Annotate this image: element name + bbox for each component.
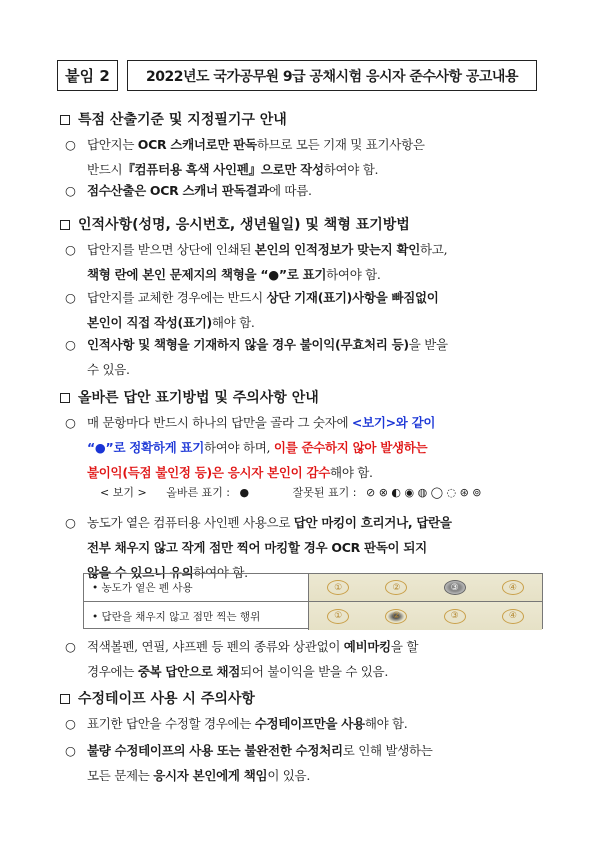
circle-bullet-icon: ○ [65,515,76,530]
square-bullet-icon [60,115,70,125]
section-title: 수정테이프 사용 시 주의사항 [78,691,255,707]
item-text [65,410,543,485]
text-run-bold: 전부 채우지 않고 작게 점만 찍어 마킹할 경우 OCR 판독이 되지 [87,540,427,555]
list-item [65,178,543,203]
section-heading-correction-tape [60,688,255,708]
text-run: 표기한 답안을 수정할 경우에는 [87,716,255,731]
table-row-label: • 농도가 옅은 펜 사용 [84,574,309,601]
text-run-bold: 불량 수정테이프의 사용 또는 불완전한 수정처리 [87,743,343,758]
example-label: < 보기 > [100,486,147,499]
text-run-blue: “●”로 정확하게 표기 [87,440,204,455]
answer-bubble: ① [327,580,349,595]
text-run: 이 있음. [267,768,311,783]
filled-circle-icon: ● [239,486,250,499]
item-text [65,634,543,684]
text-run-bold: 본인의 인적정보가 맞는지 확인 [254,242,421,257]
text-run: 하고, [420,242,448,257]
text-run-bold: 예비마킹 [343,639,391,654]
text-run-bold: 상단 기재(표기)사항을 빠짐없이 [266,290,439,305]
text-run: 해야 함. [330,465,373,480]
answer-bubble: ③ [444,609,466,624]
circle-bullet-icon: ○ [65,415,76,430]
text-run: 반드시 [87,162,123,177]
text-run: 하여야 하며, [203,440,274,455]
item-text [65,237,543,287]
wrong-marks-icon: ⊘ ⊗ ◐ ◉ ◍ ◯ ◌ ⊛ ⊚ [365,486,482,499]
text-run-bold: 책형 란에 본인 문제지의 책형을 “●”로 표기 [87,267,327,282]
item-text [65,285,543,335]
answer-bubble: ④ [502,580,524,595]
item-text [65,738,543,788]
wrong-label: 잘못된 표기 : [292,486,357,499]
attachment-tag [57,60,118,91]
text-run: 하여야 함. [326,267,381,282]
faint-pen-example-image [309,574,542,601]
text-run: 농도가 옅은 컴퓨터용 사인펜 사용으로 [87,515,294,530]
circle-bullet-icon: ○ [65,716,76,731]
list-item [65,285,543,335]
text-run: 하여야 함. [193,565,248,580]
section-title: 특점 산출기준 및 지정필기구 안내 [78,112,287,128]
document-title-text: 2022년도 국가공무원 9급 공채시험 응시자 준수사항 공고내용 [145,68,518,85]
text-run: 로 인해 발생하는 [342,743,433,758]
text-run: 답안지를 받으면 상단에 인쇄된 [87,242,255,257]
item-text [65,132,543,182]
list-item [65,634,543,684]
section-heading-marking [60,387,319,407]
section-heading-scoring [60,109,287,129]
correct-label: 올바른 표기 : [166,486,231,499]
answer-bubble-dotted: ② [385,609,407,624]
list-item [65,711,543,736]
item-text [65,711,543,736]
list-item [65,738,543,788]
answer-bubble: ④ [502,609,524,624]
text-run-bold: 답안 마킹이 흐리거나, 답란을 [293,515,452,530]
answer-bubble-faint: ③ [444,580,466,595]
text-run: 하므로 모든 기재 및 표기사항은 [256,137,425,152]
square-bullet-icon [60,694,70,704]
marking-example [100,484,488,500]
answer-bubble: ② [385,580,407,595]
circle-bullet-icon: ○ [65,242,76,257]
table-row [84,574,542,602]
text-run: 을 할 [390,639,419,654]
circle-bullet-icon: ○ [65,743,76,758]
marking-error-table [83,573,543,629]
text-run-red: 불이익(득점 불인정 등)은 응시자 본인이 감수 [87,465,331,480]
table-row-label: • 답란을 채우지 않고 점만 찍는 행위 [84,602,309,630]
text-run-bold: OCR 스캐너로만 판독 [137,137,257,152]
list-item [65,332,543,382]
text-run-bold: 『컴퓨터용 흑색 사인펜』으로만 작성 [122,162,324,177]
list-item [65,237,543,287]
text-run-bold: 인적사항 및 책형을 기재하지 않을 경우 불이익(무효처리 등) [87,337,409,352]
text-run: 에 따름. [268,183,312,198]
square-bullet-icon [60,220,70,230]
text-run: 수 있음. [87,362,130,377]
square-bullet-icon [60,393,70,403]
text-run: 하여야 함. [323,162,379,177]
circle-bullet-icon: ○ [65,639,76,654]
text-run-bold: 응시자 본인에게 책임 [153,768,268,783]
text-run: 매 문항마다 반드시 하나의 답만을 골라 그 숫자에 [87,415,352,430]
text-run: 을 받을 [408,337,448,352]
attachment-tag-label: 붙임 2 [65,67,110,85]
circle-bullet-icon: ○ [65,337,76,352]
text-run: 답안지를 교체한 경우에는 반드시 [87,290,267,305]
text-run: 경우에는 [87,664,138,679]
dot-mark-example-image [309,602,542,630]
circle-bullet-icon: ○ [65,290,76,305]
text-run: 답안지는 [87,137,138,152]
section-title: 올바른 답안 표기방법 및 주의사항 안내 [78,390,319,406]
text-run: 해야 함. [211,315,255,330]
item-text [65,332,543,382]
circle-bullet-icon: ○ [65,183,76,198]
text-run-red: 이를 준수하지 않아 발생하는 [273,440,428,455]
document-title [127,60,537,91]
text-run: 되어 불이익을 받을 수 있음. [240,664,388,679]
list-item [65,410,543,485]
answer-bubble: ① [327,609,349,624]
text-run: 모든 문제는 [87,768,154,783]
text-run-bold: 점수산출은 OCR 스캐너 판독결과 [87,183,269,198]
section-heading-personal-info [60,214,410,234]
circle-bullet-icon: ○ [65,137,76,152]
text-run-bold: 본인이 직접 작성(표기) [87,315,212,330]
list-item [65,132,543,182]
text-run: 해야 함. [364,716,408,731]
item-text [65,178,543,203]
text-run: 적색볼펜, 연필, 샤프펜 등 펜의 종류와 상관없이 [87,639,344,654]
table-row [84,602,542,630]
text-run-bold: 중복 답안으로 채점 [137,664,241,679]
text-run-bold: 않을 수 있으니 유의 [87,565,194,580]
text-run-bold: 수정테이프만을 사용 [254,716,365,731]
text-run-blue: <보기>와 같이 [351,415,436,430]
section-title: 인적사항(성명, 응시번호, 생년월일) 및 책형 표기방법 [78,217,410,233]
